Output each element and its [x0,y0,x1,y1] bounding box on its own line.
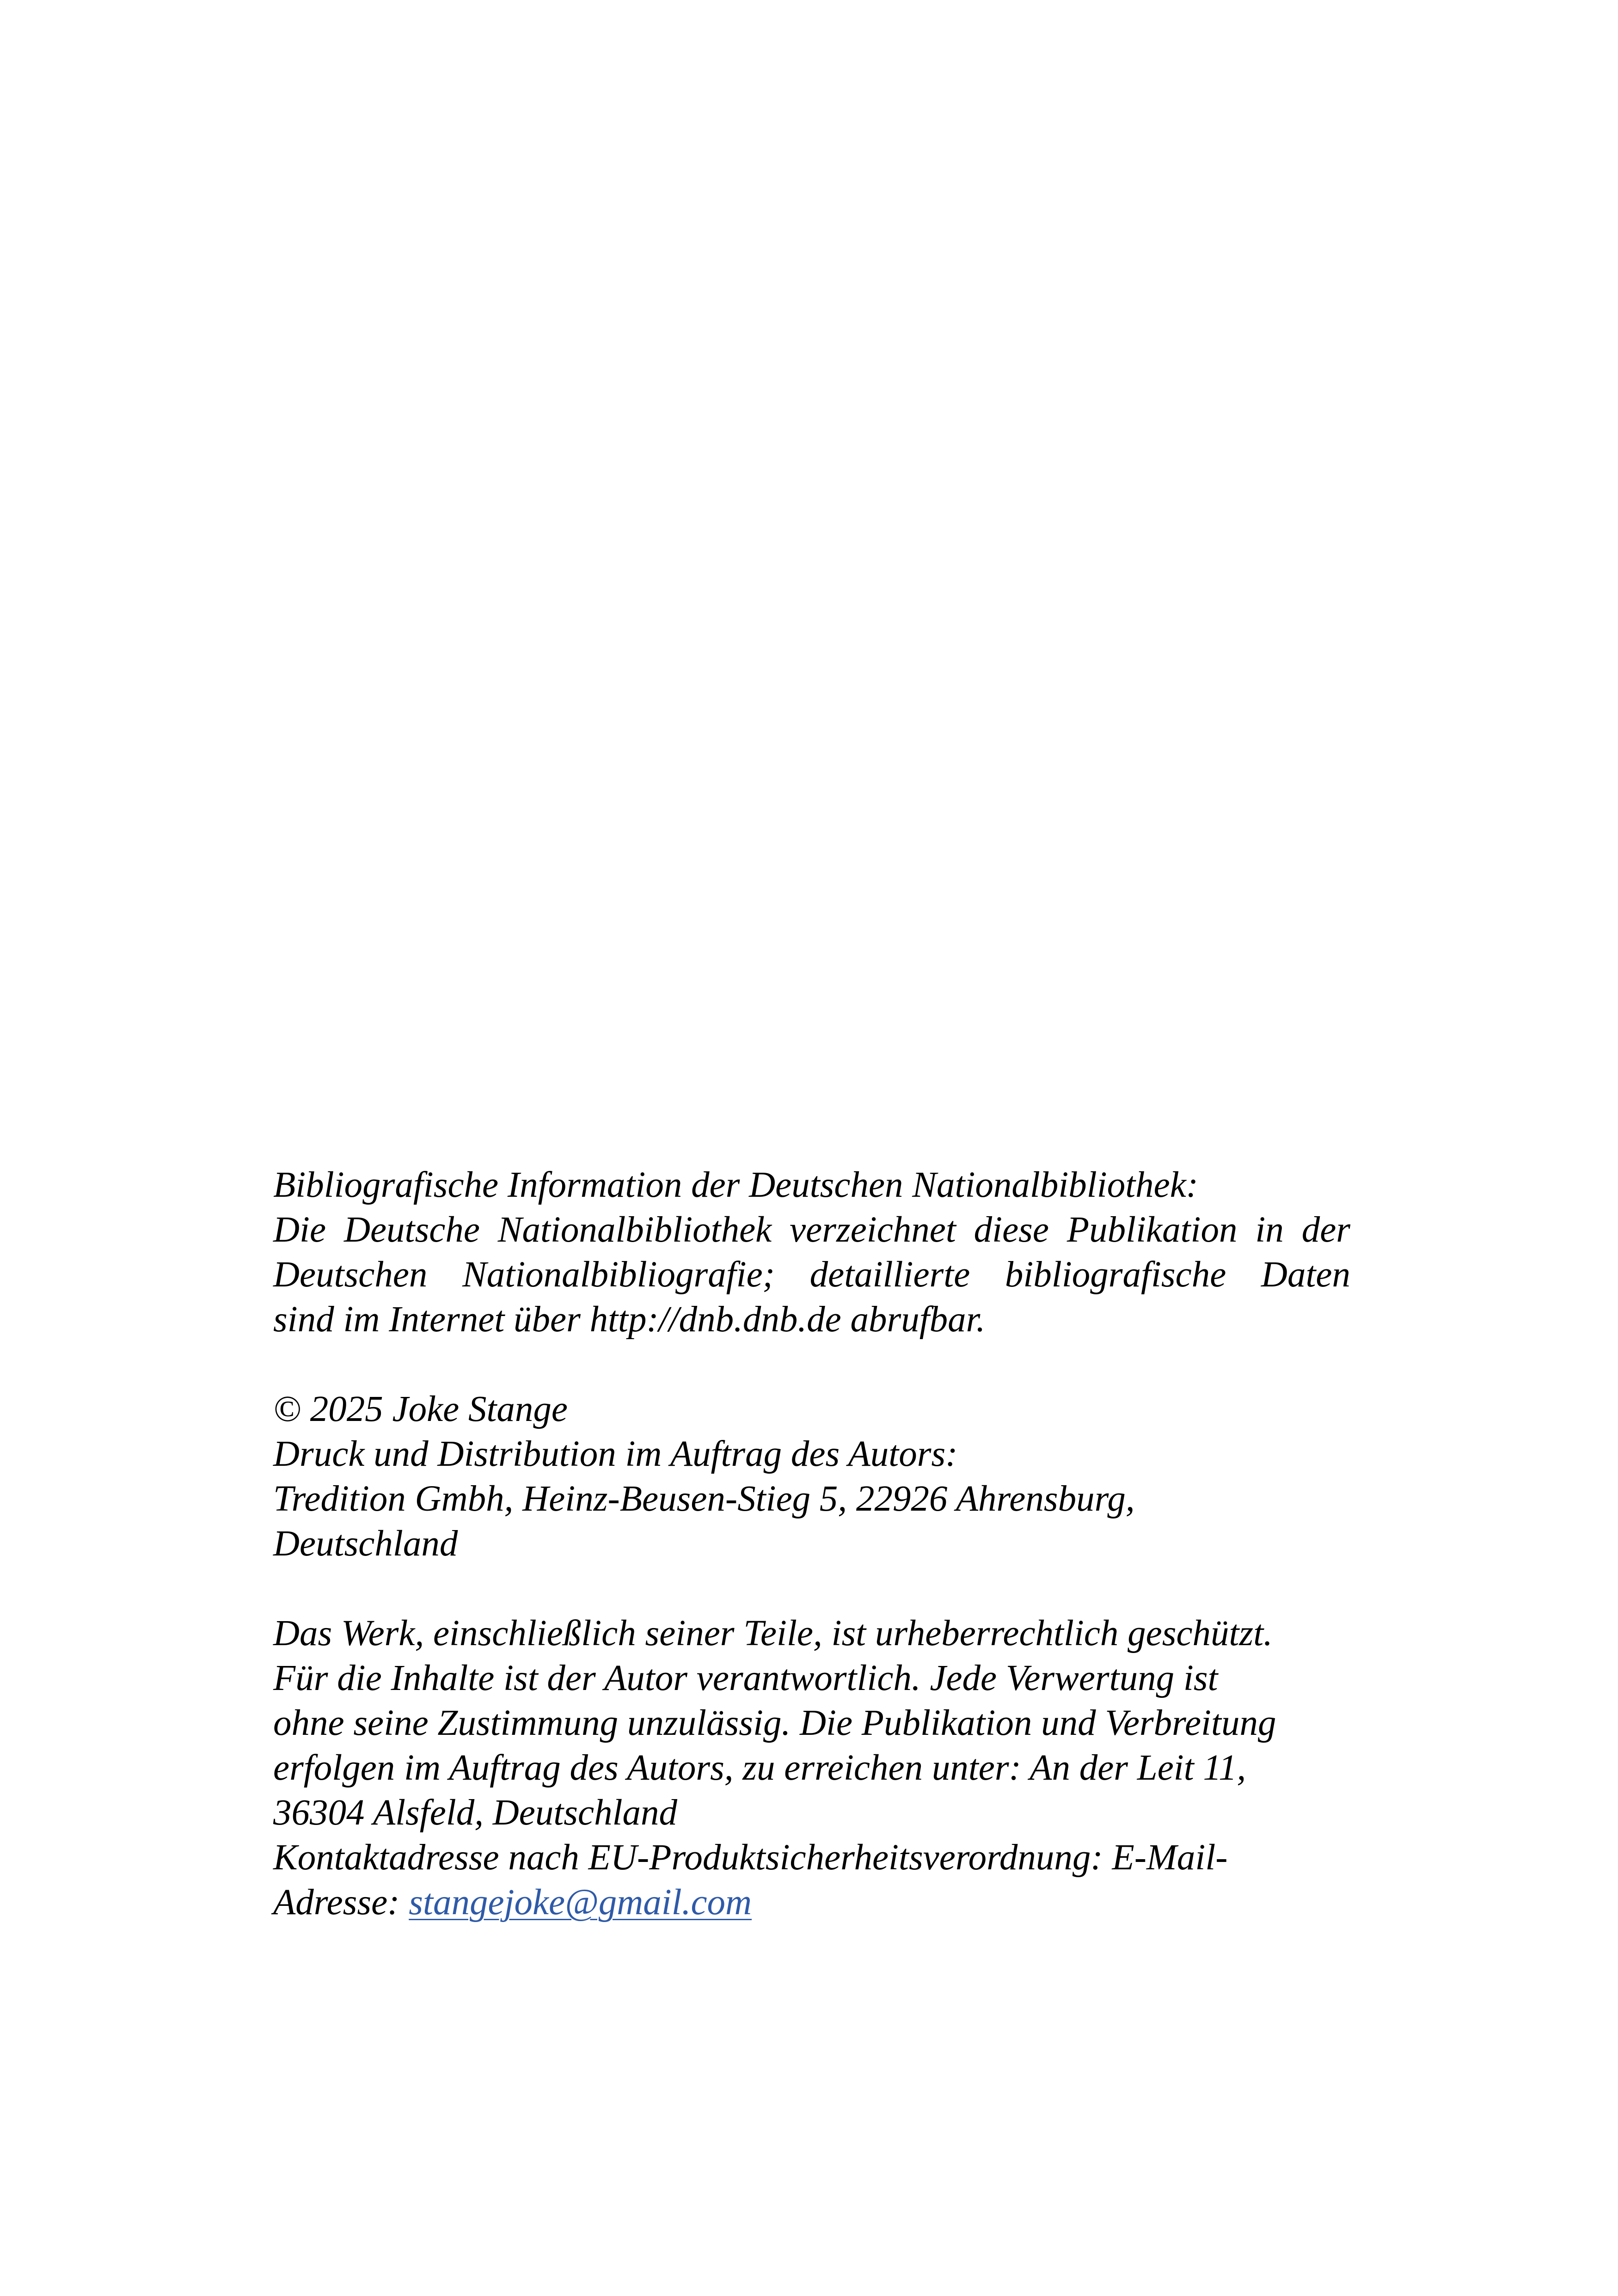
bibliographic-information [273,1163,1350,1342]
legal-line: Kontaktadresse nach EU-Produktsicherheitsverordnung: E-Mail- [273,1837,1228,1878]
legal-line: Das Werk, einschließlich seiner Teile, ist urheberrechtlich geschützt. [273,1613,1273,1653]
legal-notice [273,1611,1350,1925]
publisher-country: Deutschland [273,1524,458,1564]
legal-line: Für die Inhalte ist der Autor verantwortlich. Jede Verwertung ist [273,1658,1218,1698]
bibliographic-line: Die Deutsche Nationalbibliothek verzeichnet diese Publikation in der [273,1210,1350,1250]
distribution-label: Druck und Distribution im Auftrag des Autors: [273,1434,958,1474]
copyright-notice: © 2025 Joke Stange [273,1389,568,1429]
legal-line: ohne seine Zustimmung unzulässig. Die Publikation und Verbreitung [273,1703,1276,1743]
copyright-block [273,1387,1350,1566]
contact-email-link[interactable]: stangejoke@gmail.com [409,1882,752,1923]
imprint-text [273,1163,1350,1925]
contact-email-line [273,1880,1350,1925]
bibliographic-heading: Bibliografische Information der Deutschen Nationalbibliothek: [273,1165,1199,1205]
legal-line: 36304 Alsfeld, Deutschland [273,1793,678,1833]
legal-line: erfolgen im Auftrag des Autors, zu erreichen unter: An der Leit 11, [273,1748,1246,1788]
email-prefix-label: Adresse: [273,1882,409,1923]
publisher-address: Tredition Gmbh, Heinz-Beusen-Stieg 5, 22926 Ahrensburg, [273,1479,1135,1519]
paragraph-spacer [273,1342,1350,1387]
paragraph-spacer [273,1566,1350,1611]
bibliographic-line: Deutschen Nationalbibliografie; detaillierte bibliografische Daten [273,1255,1350,1295]
bibliographic-line: sind im Internet über http://dnb.dnb.de abrufbar. [273,1299,986,1340]
